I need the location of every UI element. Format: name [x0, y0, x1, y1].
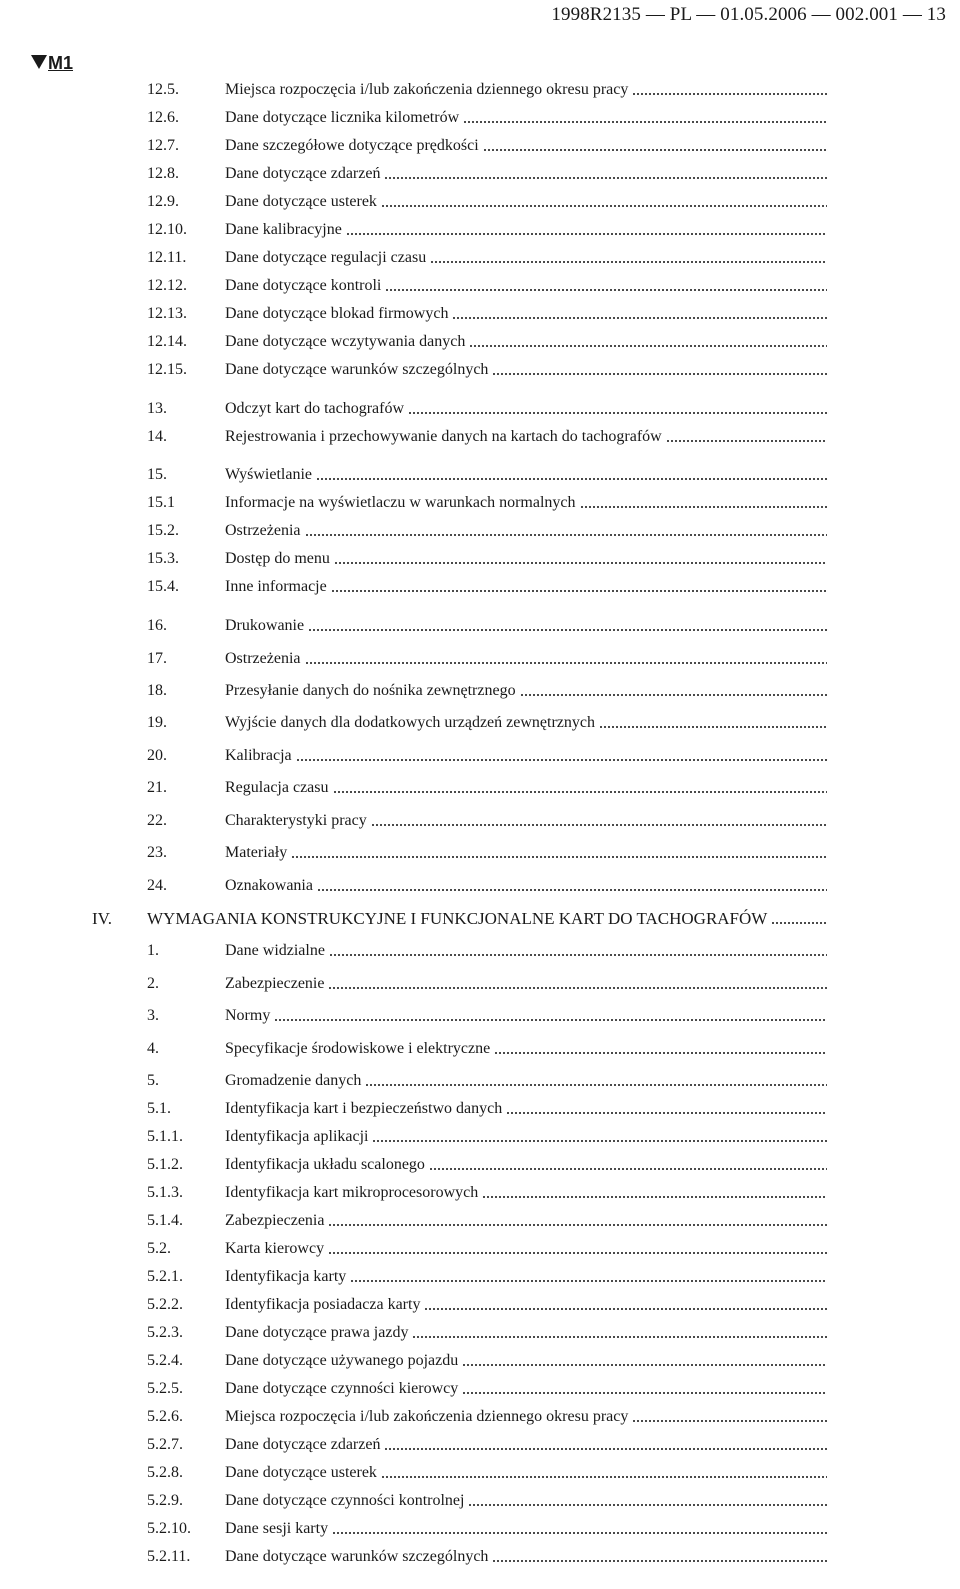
- dot-leader: [632, 1420, 827, 1422]
- dot-leader: [666, 440, 827, 442]
- toc-entry: [147, 1405, 827, 1427]
- dot-leader: [384, 1448, 827, 1450]
- part-number: IV.: [92, 909, 112, 928]
- dot-leader: [381, 1476, 827, 1478]
- toc-entry: [147, 939, 827, 961]
- toc-entry-number: 5.1.2.: [147, 1156, 183, 1173]
- toc-entry-title: Dane dotyczące wczytywania danych: [225, 333, 466, 350]
- dot-leader: [462, 1364, 827, 1366]
- toc-entry-title: Dane dotyczące licznika kilometrów: [225, 109, 460, 126]
- toc-entry: [147, 1321, 827, 1343]
- dot-leader: [291, 856, 827, 858]
- triangle-down-icon: [31, 55, 47, 69]
- dot-leader: [328, 1252, 827, 1254]
- toc-entry-title: Identyfikacja aplikacji: [225, 1128, 369, 1145]
- toc-entry-number: 5.1.4.: [147, 1212, 183, 1229]
- toc-entry-title: Dane dotyczące zdarzeń: [225, 1436, 381, 1453]
- toc-entry-number: 5.2.9.: [147, 1492, 183, 1509]
- toc-entry-number: 12.9.: [147, 193, 179, 210]
- toc-entry-number: 5.2.2.: [147, 1296, 183, 1313]
- toc-entry: [147, 647, 827, 669]
- toc-entry: [147, 134, 827, 156]
- toc-entry-title: Wyjście danych dla dodatkowych urządzeń zewnętrznych: [225, 714, 595, 731]
- dot-leader: [350, 1280, 827, 1282]
- dot-leader: [328, 987, 827, 989]
- toc-entry-number: 18.: [147, 682, 167, 699]
- toc-entry-number: 22.: [147, 812, 167, 829]
- toc-entry-title: Miejsca rozpoczęcia i/lub zakończenia dziennego okresu pracy: [225, 81, 629, 98]
- toc-entry-title: Dostęp do menu: [225, 550, 330, 567]
- toc-entry-number: 15.3.: [147, 550, 179, 567]
- toc-entry-number: 15.2.: [147, 522, 179, 539]
- toc-entry-title: Informacje na wyświetlaczu w warunkach normalnych: [225, 494, 576, 511]
- toc-entry-title: Drukowanie: [225, 617, 305, 634]
- dot-leader: [346, 233, 827, 235]
- toc-entry-title: Materiały: [225, 844, 288, 861]
- toc-entry: [147, 1181, 827, 1203]
- toc-entry-number: 5.2.3.: [147, 1324, 183, 1341]
- toc-entry-number: 12.6.: [147, 109, 179, 126]
- toc-entry-number: 16.: [147, 617, 167, 634]
- part-heading: [92, 905, 827, 929]
- toc-entry-number: 13.: [147, 400, 167, 417]
- toc-entry-number: 24.: [147, 877, 167, 894]
- toc-entry-title: Odczyt kart do tachografów: [225, 400, 405, 417]
- dot-leader: [492, 1560, 827, 1562]
- dot-leader: [632, 93, 827, 95]
- toc-entry-title: Dane dotyczące kontroli: [225, 277, 382, 294]
- toc-entry-number: 5.1.: [147, 1100, 171, 1117]
- toc-entry: [147, 547, 827, 569]
- toc-entry-title: Miejsca rozpoczęcia i/lub zakończenia dziennego okresu pracy: [225, 1408, 629, 1425]
- toc-entry-title: Dane dotyczące regulacji czasu: [225, 249, 427, 266]
- toc-entry: [147, 1125, 827, 1147]
- toc-entry-title: Identyfikacja karty: [225, 1268, 347, 1285]
- dot-leader: [305, 662, 827, 664]
- toc-entry: [147, 1349, 827, 1371]
- toc-entry-number: 2.: [147, 975, 159, 992]
- toc-entry-number: 5.2.7.: [147, 1436, 183, 1453]
- toc-entry-title: Dane kalibracyjne: [225, 221, 342, 238]
- toc-entry-title: Dane dotyczące czynności kierowcy: [225, 1380, 459, 1397]
- dot-leader: [424, 1308, 827, 1310]
- toc-entry: [147, 1433, 827, 1455]
- toc-entry: [147, 1517, 827, 1539]
- toc-entry-title: Wyświetlanie: [225, 466, 313, 483]
- dot-leader: [506, 1112, 827, 1114]
- toc-entry-title: Rejestrowania i przechowywanie danych na kartach do tachografów: [225, 428, 662, 445]
- toc-entry-title: Gromadzenie danych: [225, 1072, 362, 1089]
- toc-entry: [147, 1545, 827, 1567]
- toc-entry: [147, 776, 827, 798]
- toc-entry-number: 5.2.11.: [147, 1548, 191, 1565]
- toc-entry: [147, 575, 827, 597]
- toc-entry-number: 4.: [147, 1040, 159, 1057]
- toc-entry-number: 5.1.3.: [147, 1184, 183, 1201]
- toc-entry: [147, 246, 827, 268]
- dot-leader: [334, 562, 827, 564]
- toc-entry-title: Dane dotyczące blokad firmowych: [225, 305, 449, 322]
- toc-entry-title: Identyfikacja układu scalonego: [225, 1156, 425, 1173]
- dot-leader: [317, 889, 827, 891]
- toc-entry: [147, 972, 827, 994]
- toc-entry: [147, 744, 827, 766]
- dot-leader: [296, 759, 827, 761]
- dot-leader: [482, 1196, 827, 1198]
- toc-entry-title: Dane dotyczące usterek: [225, 1464, 377, 1481]
- toc-entry-number: 17.: [147, 650, 167, 667]
- toc-entry: [147, 841, 827, 863]
- toc-entry: [147, 1461, 827, 1483]
- dot-leader: [469, 345, 827, 347]
- toc-entry-number: 5.: [147, 1072, 159, 1089]
- dot-leader: [371, 824, 827, 826]
- dot-leader: [333, 791, 828, 793]
- toc-entry: [147, 302, 827, 324]
- toc-entry-title: Normy: [225, 1007, 271, 1024]
- amendment-marker-label: M1: [48, 53, 74, 73]
- dot-leader: [468, 1504, 827, 1506]
- toc-entry-number: 12.5.: [147, 81, 179, 98]
- toc-entry: [147, 1489, 827, 1511]
- dot-leader: [580, 506, 827, 508]
- dot-leader: [492, 373, 827, 375]
- amendment-marker: [31, 52, 73, 74]
- dot-leader: [365, 1084, 827, 1086]
- part-title: WYMAGANIA KONSTRUKCYJNE I FUNKCJONALNE KART DO TACHOGRAFÓW: [147, 909, 768, 928]
- toc-entry-title: Dane dotyczące prawa jazdy: [225, 1324, 409, 1341]
- toc-entry-title: Dane szczegółowe dotyczące prędkości: [225, 137, 479, 154]
- toc-entry-number: 5.2.6.: [147, 1408, 183, 1425]
- toc-entry-title: Dane dotyczące warunków szczególnych: [225, 361, 489, 378]
- toc-entry-title: Przesyłanie danych do nośnika zewnętrznego: [225, 682, 516, 699]
- toc-entry: [147, 78, 827, 100]
- toc-entry-number: 14.: [147, 428, 167, 445]
- dot-leader: [462, 1392, 827, 1394]
- toc-entry: [147, 679, 827, 701]
- toc-entry: [147, 1293, 827, 1315]
- dot-leader: [408, 412, 827, 414]
- toc-entry: [147, 1069, 827, 1091]
- toc-entry: [147, 1153, 827, 1175]
- toc-entry: [147, 330, 827, 352]
- toc-entry-title: Ostrzeżenia: [225, 522, 301, 539]
- toc-entry: [147, 425, 827, 447]
- toc-entry-number: 5.2.1.: [147, 1268, 183, 1285]
- toc-entry: [147, 106, 827, 128]
- toc-entry-number: 12.12.: [147, 277, 187, 294]
- toc-entry-number: 5.2.: [147, 1240, 171, 1257]
- toc-entry-title: Charakterystyki pracy: [225, 812, 367, 829]
- toc-entry: [147, 614, 827, 636]
- dot-leader: [274, 1019, 827, 1021]
- toc-entry-title: Ostrzeżenia: [225, 650, 301, 667]
- toc-entry-number: 5.2.10.: [147, 1520, 191, 1537]
- toc-entry-title: Inne informacje: [225, 578, 327, 595]
- toc-entry-number: 15.: [147, 466, 167, 483]
- dot-leader: [332, 1532, 827, 1534]
- toc-entry-title: Specyfikacje środowiskowe i elektryczne: [225, 1040, 491, 1057]
- toc-entry-title: Identyfikacja posiadacza karty: [225, 1296, 421, 1313]
- dot-leader: [328, 1224, 827, 1226]
- dot-leader: [452, 317, 827, 319]
- toc-entry-title: Dane dotyczące zdarzeń: [225, 165, 381, 182]
- dot-leader: [599, 726, 827, 728]
- toc-entry-number: 12.8.: [147, 165, 179, 182]
- toc-entry-title: Dane dotyczące czynności kontrolnej: [225, 1492, 465, 1509]
- toc-entry-title: Dane dotyczące usterek: [225, 193, 377, 210]
- dot-leader: [430, 261, 827, 263]
- dot-leader: [372, 1140, 827, 1142]
- toc-entry-number: 15.1: [147, 494, 175, 511]
- toc-entry: [147, 711, 827, 733]
- toc-entry-title: Regulacja czasu: [225, 779, 329, 796]
- toc-entry: [147, 1037, 827, 1059]
- toc-entry-number: 5.2.4.: [147, 1352, 183, 1369]
- dot-leader: [308, 629, 827, 631]
- dot-leader: [463, 121, 827, 123]
- toc-entry: [147, 1377, 827, 1399]
- toc-entry: [147, 218, 827, 240]
- dot-leader: [771, 922, 827, 924]
- toc-entry-title: Identyfikacja kart mikroprocesorowych: [225, 1184, 479, 1201]
- dot-leader: [412, 1336, 827, 1338]
- toc-entry: [147, 190, 827, 212]
- dot-leader: [305, 534, 827, 536]
- toc-entry-title: Dane sesji karty: [225, 1520, 329, 1537]
- dot-leader: [429, 1168, 827, 1170]
- toc-entry: [147, 874, 827, 896]
- toc-entry: [147, 809, 827, 831]
- toc-entry-number: 5.2.8.: [147, 1464, 183, 1481]
- toc-entry-number: 20.: [147, 747, 167, 764]
- toc-entry-title: Identyfikacja kart i bezpieczeństwo danych: [225, 1100, 503, 1117]
- toc-entry-title: Zabezpieczenie: [225, 975, 325, 992]
- dot-leader: [316, 478, 827, 480]
- toc-entry-number: 5.2.5.: [147, 1380, 183, 1397]
- toc-entry-number: 21.: [147, 779, 167, 796]
- toc-entry: [147, 397, 827, 419]
- toc-entry-number: 12.10.: [147, 221, 187, 238]
- dot-leader: [385, 289, 827, 291]
- toc-entry: [147, 1209, 827, 1231]
- toc-entry: [147, 162, 827, 184]
- dot-leader: [331, 590, 827, 592]
- toc-entry: [147, 1004, 827, 1026]
- dot-leader: [494, 1052, 827, 1054]
- toc-entry-title: Oznakowania: [225, 877, 313, 894]
- page-header: 1998R2135 — PL — 01.05.2006 — 002.001 — 13: [551, 4, 946, 25]
- toc-entry-number: 12.15.: [147, 361, 187, 378]
- toc-entry: [147, 274, 827, 296]
- toc-entry-number: 23.: [147, 844, 167, 861]
- dot-leader: [329, 954, 827, 956]
- toc-entry-number: 5.1.1.: [147, 1128, 183, 1145]
- toc-entry-title: Dane dotyczące używanego pojazdu: [225, 1352, 459, 1369]
- toc-entry: [147, 358, 827, 380]
- toc-entry-number: 15.4.: [147, 578, 179, 595]
- toc-entry-title: Dane dotyczące warunków szczególnych: [225, 1548, 489, 1565]
- dot-leader: [520, 694, 827, 696]
- toc-entry-title: Karta kierowcy: [225, 1240, 325, 1257]
- toc-entry: [147, 463, 827, 485]
- toc-entry-number: 12.7.: [147, 137, 179, 154]
- dot-leader: [483, 149, 827, 151]
- toc-entry: [147, 491, 827, 513]
- toc-entry-number: 12.13.: [147, 305, 187, 322]
- toc-entry-number: 12.14.: [147, 333, 187, 350]
- toc-entry-number: 19.: [147, 714, 167, 731]
- toc-entry-title: Zabezpieczenia: [225, 1212, 325, 1229]
- toc-entry-title: Kalibracja: [225, 747, 292, 764]
- toc-entry: [147, 1265, 827, 1287]
- toc-entry-number: 12.11.: [147, 249, 187, 266]
- toc-entry: [147, 1097, 827, 1119]
- toc-entry: [147, 519, 827, 541]
- toc-entry-title: Dane widzialne: [225, 942, 325, 959]
- toc-entry-number: 1.: [147, 942, 159, 959]
- dot-leader: [381, 205, 827, 207]
- dot-leader: [384, 177, 827, 179]
- toc-entry-number: 3.: [147, 1007, 159, 1024]
- toc-entry: [147, 1237, 827, 1259]
